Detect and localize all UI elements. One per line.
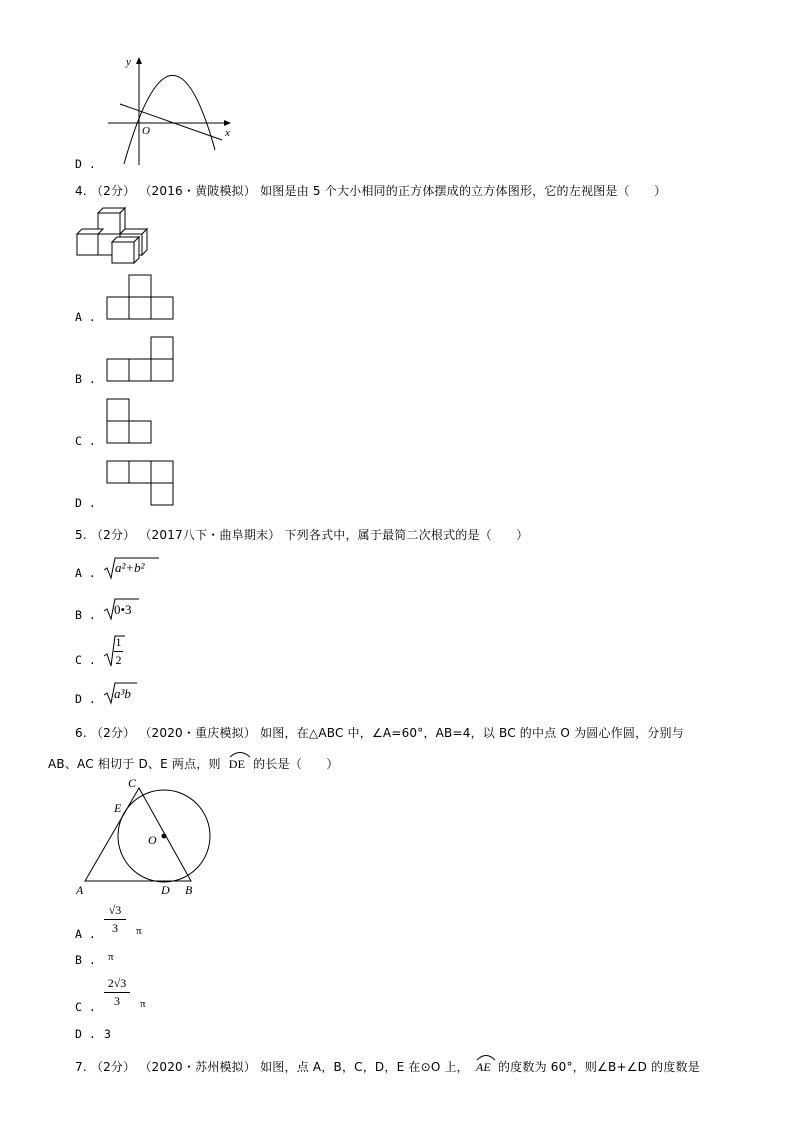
q7-question [75,1058,700,1075]
q4-cubes-figure [76,207,158,265]
q5-expr-c-num: 1 [115,635,122,649]
q5-source: （2017八下・曲阜期末） [139,528,281,542]
q6-option-c[interactable]: C . [75,1000,96,1014]
q6-source: （2020・重庆模拟） [139,726,257,740]
origin-label: O [142,125,150,137]
q5-expr-a: a²+b² [115,560,145,575]
q6-number: 6. [75,726,87,740]
q3-graph-figure [100,52,240,167]
q6-arc-de [229,757,245,772]
q4-option-c[interactable]: C . [75,434,96,448]
q6-arc-label: DE [228,757,246,771]
q7-stem-b: 的度数为 60°，则∠B+∠D 的度数是 [497,1060,700,1074]
q6-option-a[interactable]: A . [75,927,96,941]
q6-opt-d-value: 3 [104,1027,111,1041]
q6-opt-b-value: π [108,951,114,963]
q5-expr-c [114,635,123,668]
q5-expr-c-den: 2 [115,653,122,667]
q6-score: （2分） [90,726,136,740]
q7-arc-label: AE [475,1060,491,1074]
q6-opt-a-num: √3 [108,903,122,917]
q4-option-b-figure [106,336,176,384]
q6-opt-a-pi: π [136,925,142,937]
q7-number: 7. [75,1060,87,1074]
q5-question [75,526,529,543]
q4-option-d[interactable]: D . [75,496,96,510]
q4-option-a-figure [106,274,176,322]
q6-stem-line2-b: 的长是（ ） [253,757,339,771]
q6-opt-c-frac [104,976,130,1009]
q6-opt-c-den: 3 [114,994,120,1008]
q6-opt-c-num: 2√3 [107,976,127,990]
q7-arc-ae [476,1060,491,1075]
q6-opt-a-frac [104,903,126,936]
q7-source: （2020・苏州模拟） [139,1060,257,1074]
q6-opt-a-den: 3 [112,921,118,935]
q4-number: 4. [75,184,87,198]
q7-stem-a: 如图，点 A，B，C，D，E 在⊙O 上， [260,1060,469,1074]
q4-option-a[interactable]: A . [75,310,96,324]
q6-triangle-circle-figure [72,776,222,901]
q6-option-b[interactable]: B . [75,953,96,967]
label-o: O [148,833,157,847]
q5-expr-b: 0•3 [114,602,132,617]
label-d: D [161,883,170,897]
q6-opt-c-pi: π [140,998,146,1010]
q4-option-c-figure [106,398,156,446]
q5-stem: 下列各式中，属于最简二次根式的是（ ） [284,528,529,542]
q6-option-d[interactable]: D . [75,1027,96,1041]
q4-option-b[interactable]: B . [75,372,96,386]
q5-option-b[interactable]: B . [75,608,96,622]
q5-option-c[interactable]: C . [75,653,96,667]
label-c: C [128,776,137,790]
q5-score: （2分） [90,528,136,542]
q5-option-a[interactable]: A . [75,566,96,580]
q4-question [75,182,666,199]
q6-stem-line2-a: AB、AC 相切于 D、E 两点，则 [48,757,221,771]
q6-stem-line1: 如图，在△ABC 中，∠A=60°，AB=4，以 BC 的中点 O 为圆心作圆，分别与 [260,726,684,740]
label-b: B [185,883,193,897]
q4-stem: 如图是由 5 个大小相同的正方体摆成的立方体图形，它的左视图是（ ） [260,184,667,198]
q5-expr-d: a³b [114,686,131,701]
q4-option-d-figure [106,460,176,508]
q5-number: 5. [75,528,87,542]
q7-score: （2分） [90,1060,136,1074]
q4-score: （2分） [90,184,136,198]
q6-question-line1 [75,724,684,741]
y-axis-label: y [126,56,131,68]
q4-source: （2016・黄陂模拟） [139,184,257,198]
x-axis-label: x [225,127,230,139]
label-a: A [76,883,84,897]
q6-question-line2 [48,755,339,772]
label-e: E [114,801,122,815]
q5-option-d[interactable]: D . [75,692,96,706]
q3-option-d: D . [75,157,96,171]
